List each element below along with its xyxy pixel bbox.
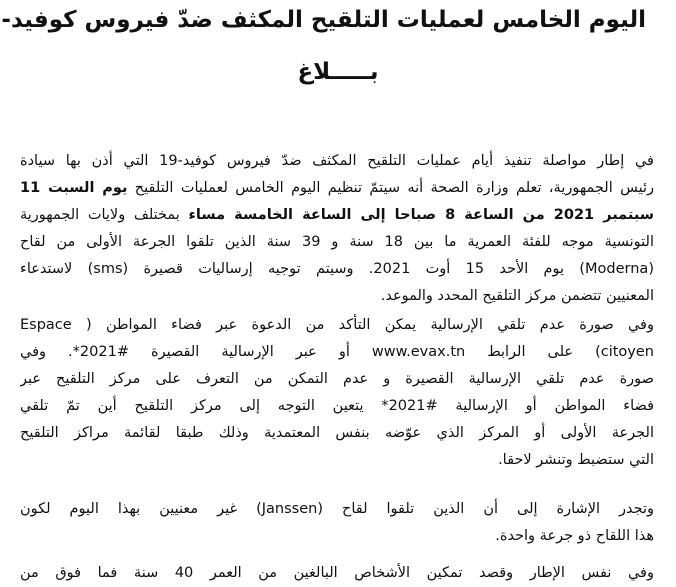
paragraph-2 (20, 312, 654, 474)
paragraph-1-line-1: في إطار مواصلة تنفيذ أيام عمليات التلقيح المكثف ضدّ فيروس كوفيد-19 التي أذن بها سيادة (20, 153, 654, 169)
paragraph-3 (20, 496, 654, 550)
paragraph-2-line-2: citoyen) على الرابط www.evax.tn أو عبر الإرسالية القصيرة #2021*. وفي (20, 344, 654, 360)
paragraph-1-line-5: (Moderna) يوم الأحد 15 أوت 2021. وسيتم توجيه إرساليات قصيرة (sms) لاستدعاء (20, 261, 654, 277)
paragraph-2-line-1: وفي صورة عدم تلقي الإرسالية يمكن التأكد من الدعوة عبر فضاء المواطن ( Espace (20, 317, 654, 333)
paragraph-2-line-6: التي ستضبط وتنشر لاحقا. (498, 452, 654, 468)
document-title: اليوم الخامس لعمليات التلقيح المكثف ضدّ فيروس كوفيد- (1, 7, 646, 33)
paragraph-2-line-4: فضاء المواطن أو الإرسالية #2021* يتعين التوجه إلى مركز التلقيح أين تمّ تلقي (20, 398, 654, 414)
paragraph-1-line-2-bold: يوم السبت 11 (20, 180, 128, 196)
paragraph-1-line-2 (20, 175, 654, 202)
paragraph-4 (20, 560, 654, 587)
paragraph-1 (20, 148, 654, 310)
paragraph-3-line-1: وتجدر الإشارة إلى أن الذين تلقوا لقاح (Janssen) غير معنيين بهذا اليوم لكون (20, 501, 654, 517)
paragraph-1-line-3-text: بمختلف ولايات الجمهورية (20, 207, 189, 223)
paragraph-1-line-2-text: رئيس الجمهورية، تعلم وزارة الصحة أنه سيتمّ تنظيم اليوم الخامس لعمليات التلقيح (127, 180, 654, 196)
paragraph-1-line-3-bold: سبتمبر 2021 من الساعة 8 صباحا إلى الساعة الخامسة مساء (188, 207, 654, 223)
paragraph-3-line-2: هذا اللقاح ذو جرعة واحدة. (495, 528, 654, 544)
paragraph-1-line-4: التونسية موجه للفئة العمرية ما بين 18 سنة و 39 سنة الذين تلقوا الجرعة الأولى من لقاح (20, 234, 654, 250)
paragraph-4-line-1: وفي نفس الإطار وقصد تمكين الأشخاص البالغين من العمر 40 سنة فما فوق من (20, 565, 654, 581)
paragraph-1-line-3 (20, 202, 654, 229)
paragraph-2-line-3: صورة عدم تلقي الإرسالية القصيرة و عدم التمكن من التعرف على مركز التلقيح عبر (20, 371, 654, 387)
document-subtitle: بـــــلاغ (297, 59, 379, 85)
paragraph-1-line-6: المعنيين تتضمن مركز التلقيح المحدد والموعد. (380, 288, 654, 304)
paragraph-2-line-5: الجرعة الأولى أو المركز الذي عوّضه بنفس المعتمدية وذلك طبقا لقائمة مراكز التلقيح (20, 425, 654, 441)
